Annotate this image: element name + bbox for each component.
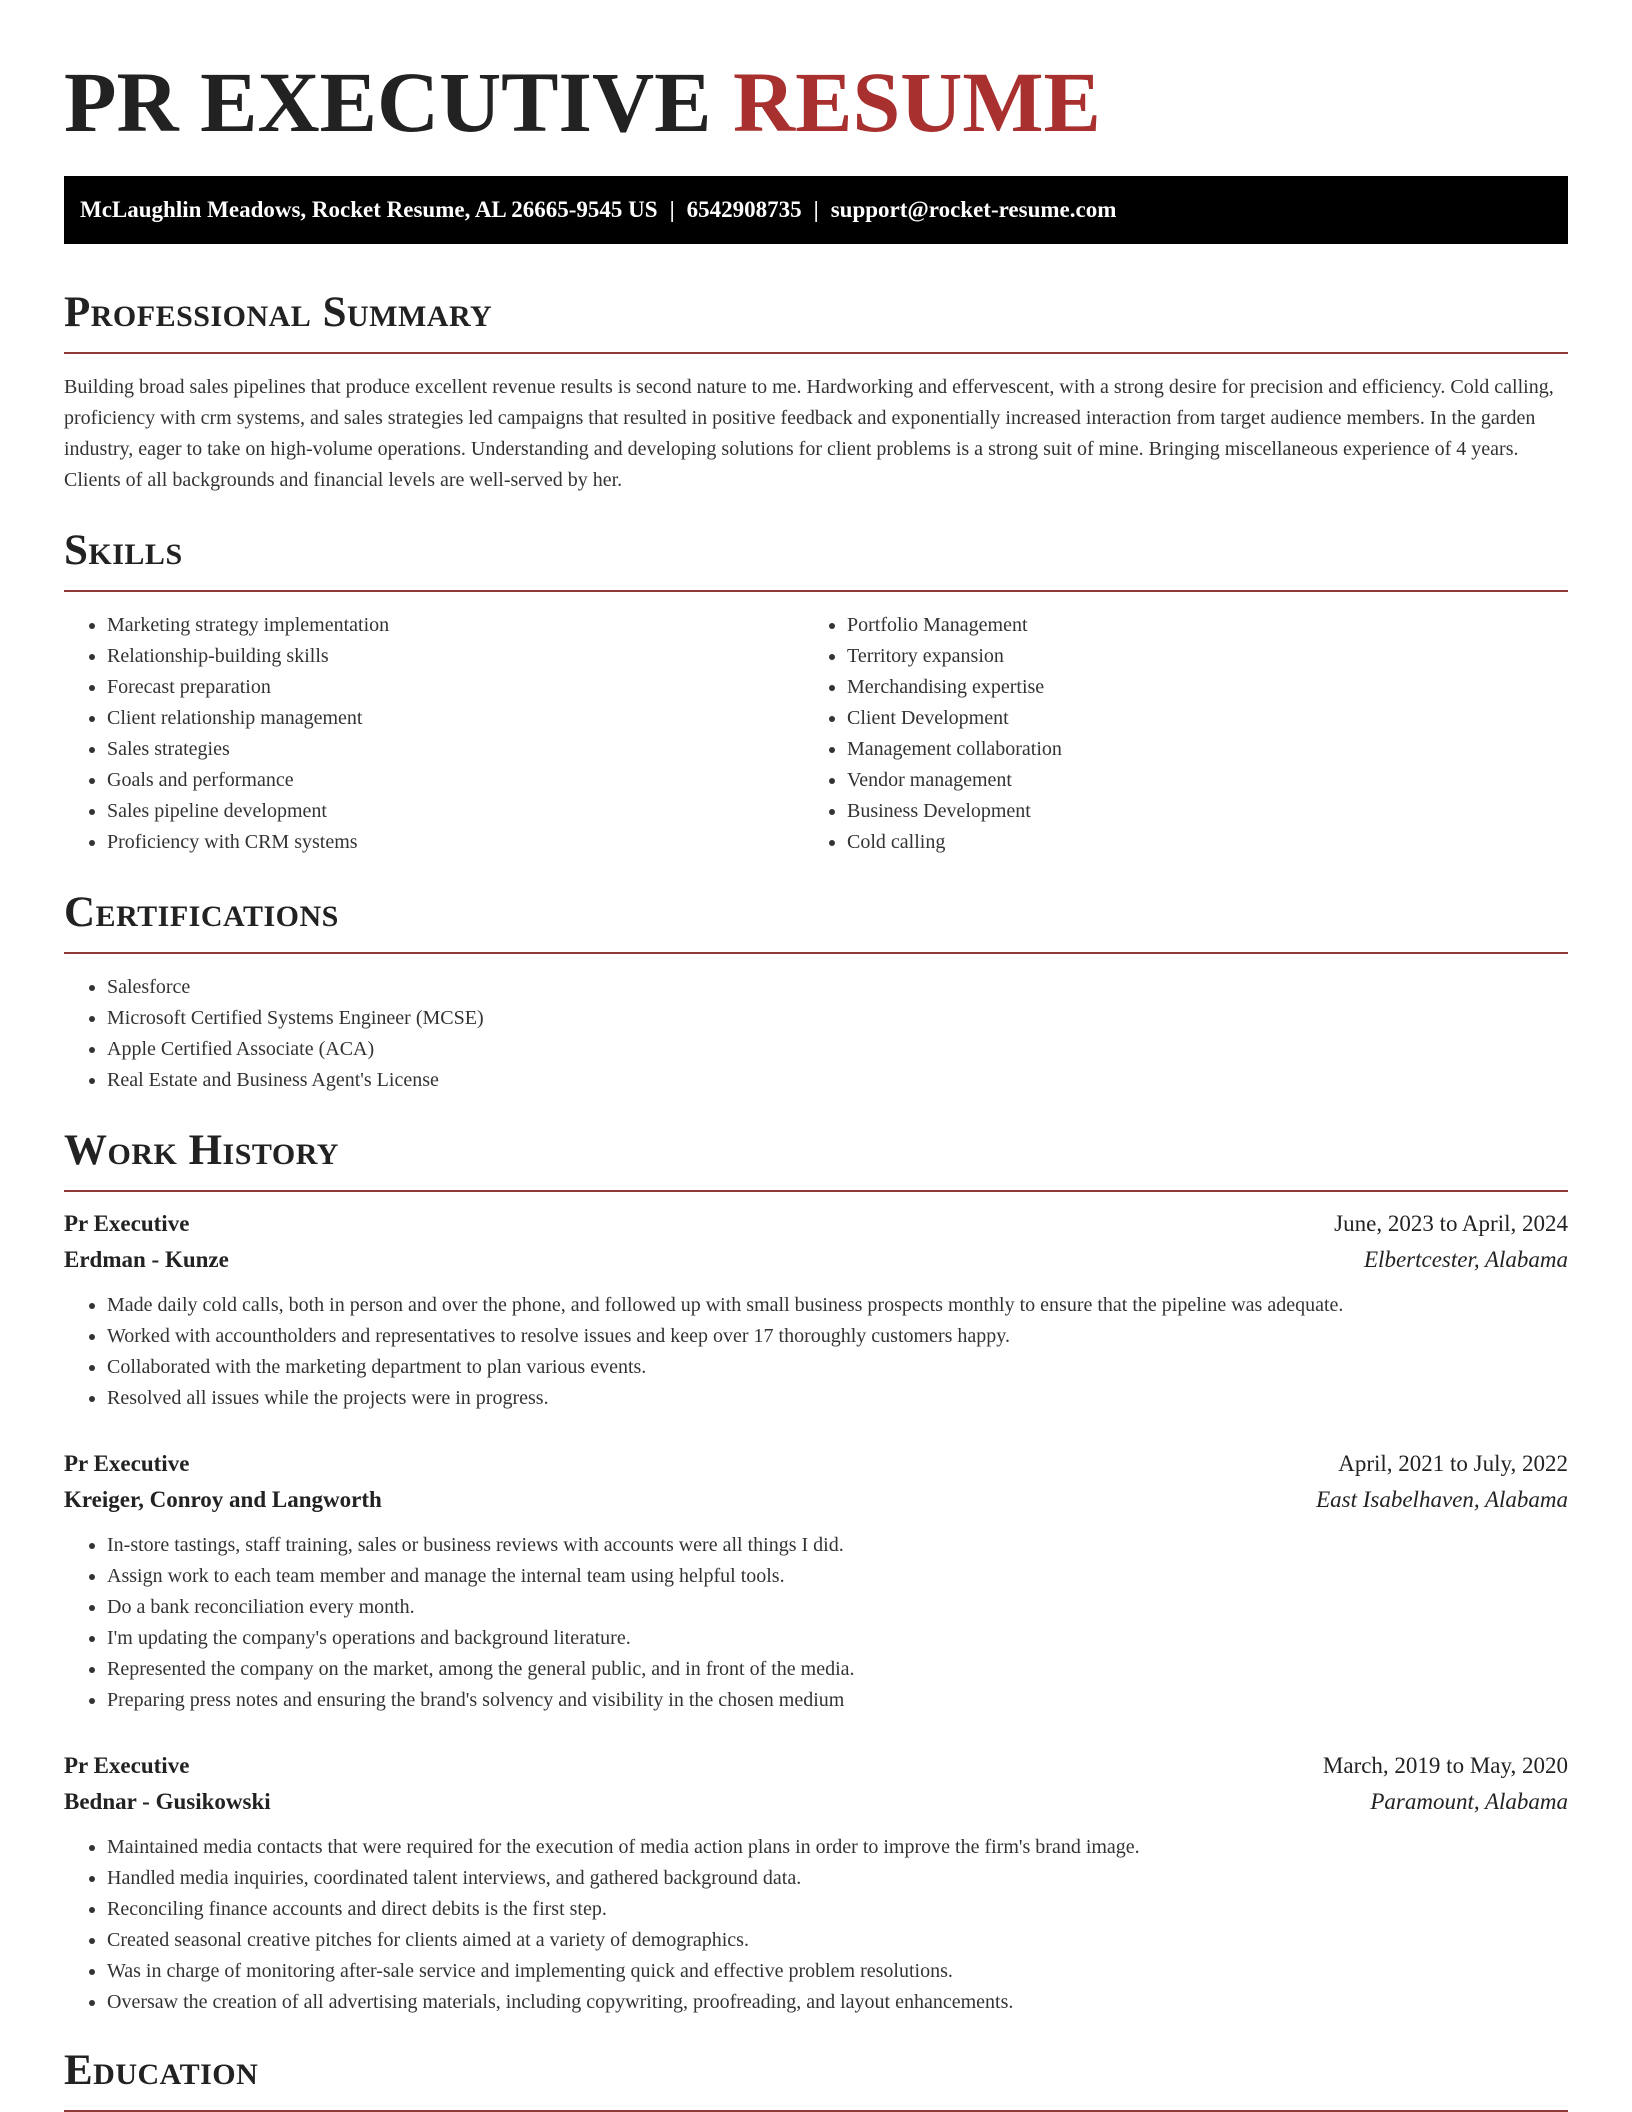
certifications-section xyxy=(64,888,1568,1096)
summary-section xyxy=(64,288,1568,496)
job-company: Kreiger, Conroy and Langworth xyxy=(64,1487,382,1512)
job-entry xyxy=(64,1206,1568,1414)
job-bullet: • Assign work to each team member and manage the internal team using helpful tools. xyxy=(107,1561,1568,1592)
skill-item: • Territory expansion xyxy=(847,641,1544,672)
job-bullets xyxy=(64,1832,1568,2018)
title-main: PR EXECUTIVE xyxy=(64,54,712,150)
job-bullet: • Maintained media contacts that were required for the execution of media action plans in order to improve the firm's brand image. xyxy=(107,1832,1568,1863)
job-bullet: • Collaborated with the marketing department to plan various events. xyxy=(107,1352,1568,1383)
skills-list-right xyxy=(804,610,1544,858)
certification-item: • Real Estate and Business Agent's License xyxy=(107,1065,1568,1096)
job-bullet: • Handled media inquiries, coordinated talent interviews, and gathered background data. xyxy=(107,1863,1568,1894)
certification-item: • Salesforce xyxy=(107,972,1568,1003)
job-bullets xyxy=(64,1290,1568,1414)
section-heading-education: Education xyxy=(64,2047,259,2094)
job-bullet: • Preparing press notes and ensuring the brand's solvency and visibility in the chosen medium xyxy=(107,1685,1568,1716)
contact-email[interactable]: support@rocket-resume.com xyxy=(830,197,1117,222)
section-heading-certifications: Certifications xyxy=(64,889,339,936)
education-section xyxy=(64,2046,1568,2112)
skill-item: • Sales strategies xyxy=(107,734,804,765)
job-bullet: • Resolved all issues while the projects were in progress. xyxy=(107,1383,1568,1414)
title-accent: RESUME xyxy=(732,54,1101,150)
skills-column-left xyxy=(64,610,804,858)
job-dates: April, 2021 to July, 2022 xyxy=(1338,1451,1568,1476)
skill-item: • Portfolio Management xyxy=(847,610,1544,641)
skill-item: • Goals and performance xyxy=(107,765,804,796)
job-header-row xyxy=(64,1748,1568,1784)
contact-bar xyxy=(64,176,1568,244)
section-divider xyxy=(64,352,1568,354)
skill-item: • Forecast preparation xyxy=(107,672,804,703)
job-dates: June, 2023 to April, 2024 xyxy=(1334,1211,1568,1236)
section-divider xyxy=(64,952,1568,954)
job-header-row xyxy=(64,1206,1568,1242)
skills-list-left xyxy=(64,610,804,858)
skills-section xyxy=(64,526,1568,858)
job-bullet: • I'm updating the company's operations and background literature. xyxy=(107,1623,1568,1654)
job-company-row xyxy=(64,1482,1568,1518)
job-location: East Isabelhaven, Alabama xyxy=(1316,1487,1568,1512)
job-entry xyxy=(64,1748,1568,2018)
skill-item: • Proficiency with CRM systems xyxy=(107,827,804,858)
section-divider xyxy=(64,1190,1568,1192)
section-divider xyxy=(64,590,1568,592)
job-bullet: • Represented the company on the market, among the general public, and in front of the media. xyxy=(107,1654,1568,1685)
certification-item: • Apple Certified Associate (ACA) xyxy=(107,1034,1568,1065)
skill-item: • Client relationship management xyxy=(107,703,804,734)
job-bullet: • Worked with accountholders and representatives to resolve issues and keep over 17 thoroughly customers happy. xyxy=(107,1321,1568,1352)
job-company-row xyxy=(64,1242,1568,1278)
job-bullet: • Reconciling finance accounts and direct debits is the first step. xyxy=(107,1894,1568,1925)
job-company: Bednar - Gusikowski xyxy=(64,1789,271,1814)
job-location: Paramount, Alabama xyxy=(1370,1789,1568,1814)
job-bullet: • Do a bank reconciliation every month. xyxy=(107,1592,1568,1623)
job-bullet: • In-store tastings, staff training, sales or business reviews with accounts were all things I did. xyxy=(107,1530,1568,1561)
job-title: Pr Executive xyxy=(64,1753,190,1778)
skill-item: • Sales pipeline development xyxy=(107,796,804,827)
section-heading-summary: Professional Summary xyxy=(64,289,493,336)
job-bullet: • Made daily cold calls, both in person and over the phone, and followed up with small business prospects monthly to ensure that the pipeline was adequate. xyxy=(107,1290,1568,1321)
job-company-row xyxy=(64,1784,1568,1820)
contact-phone: 6542908735 xyxy=(686,197,802,222)
job-title: Pr Executive xyxy=(64,1451,190,1476)
resume-title xyxy=(64,0,1568,152)
summary-text: Building broad sales pipelines that produce excellent revenue results is second nature to me. Hardworking and effervescent, with a strong desire for precision and efficiency. Cold calling, proficiency with crm systems, and sales strategies led campaigns that resulted in positive feedback and exponentially increased interaction from target audience members. In the garden industry, eager to take on high-volume operations. Understanding and developing solutions for client problems is a strong suit of mine. Bringing miscellaneous experience of 4 years. Clients of all backgrounds and financial levels are well-served by her. xyxy=(64,376,1554,491)
skill-item: • Cold calling xyxy=(847,827,1544,858)
skill-item: • Management collaboration xyxy=(847,734,1544,765)
certifications-list xyxy=(64,972,1568,1096)
skill-item: • Vendor management xyxy=(847,765,1544,796)
job-bullet: • Created seasonal creative pitches for clients aimed at a variety of demographics. xyxy=(107,1925,1568,1956)
contact-address: McLaughlin Meadows, Rocket Resume, AL 26665-9545 US xyxy=(80,197,658,222)
job-entry xyxy=(64,1446,1568,1716)
job-dates: March, 2019 to May, 2020 xyxy=(1322,1753,1568,1778)
work-history-section xyxy=(64,1126,1568,2018)
certification-item: • Microsoft Certified Systems Engineer (MCSE) xyxy=(107,1003,1568,1034)
job-bullets xyxy=(64,1530,1568,1716)
skills-grid xyxy=(64,610,1568,858)
contact-separator: | xyxy=(669,197,675,222)
skill-item: • Relationship-building skills xyxy=(107,641,804,672)
contact-separator: | xyxy=(813,197,819,222)
job-title: Pr Executive xyxy=(64,1211,190,1236)
skills-column-right xyxy=(804,610,1544,858)
section-heading-work-history: Work History xyxy=(64,1127,339,1174)
skill-item: • Merchandising expertise xyxy=(847,672,1544,703)
job-company: Erdman - Kunze xyxy=(64,1247,229,1272)
skill-item: • Business Development xyxy=(847,796,1544,827)
job-bullet: • Was in charge of monitoring after-sale service and implementing quick and effective problem resolutions. xyxy=(107,1956,1568,1987)
section-heading-skills: Skills xyxy=(64,527,183,574)
job-bullet: • Oversaw the creation of all advertising materials, including copywriting, proofreading, and layout enhancements. xyxy=(107,1987,1568,2018)
job-header-row xyxy=(64,1446,1568,1482)
job-location: Elbertcester, Alabama xyxy=(1364,1247,1568,1272)
skill-item: • Client Development xyxy=(847,703,1544,734)
skill-item: • Marketing strategy implementation xyxy=(107,610,804,641)
